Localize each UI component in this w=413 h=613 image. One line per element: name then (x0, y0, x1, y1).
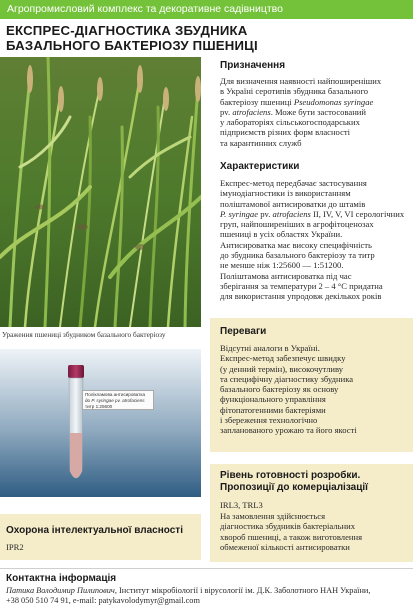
specs-heading: Характеристики (220, 161, 300, 172)
contacts-text (6, 586, 410, 607)
tube-label-line-3: титр 1:25600 (85, 404, 113, 409)
top-banner (0, 0, 413, 19)
readiness-heading-line-1: Рівень готовності розробки. (220, 470, 361, 481)
purpose-text: Для визначення наявності найпоширеніших в Україні серотипів збудника базального бактеріозу пшениці Pseudomonas syringae pv. atrofaciens. Може бути застосований у лабораторіях сільськогосподарських підприємств різних форм власності та карантинних служб (220, 76, 382, 148)
ip-heading: Охорона інтелектуальної власності (6, 525, 183, 536)
contacts-line-1 (6, 586, 410, 596)
test-tube-illustration (0, 349, 201, 497)
title-line-1: ЕКСПРЕС-ДІАГНОСТИКА ЗБУДНИКА (6, 23, 248, 38)
tube-label (82, 390, 154, 410)
specs-text: Експрес-метод передбачає застосування імунодіагностики із використанням поліштамової антисироватки до штамів P. syringae pv. atrofaciens II, IV, V, VI серологічних груп, найпоширеніших в агрофітоценозах пшениці в усіх областях України. Антисироватка має високу специфічність до збудника базального бактеріозу та титр не менше ніж 1:25600 — 1:51200. Поліштамова антисироватка під час зберігання за температури 2 – 4 °С придатна для використання упродовж декількох років (220, 178, 405, 302)
ip-value: IPR2 (6, 542, 24, 552)
contact-phone-email[interactable]: +38 050 510 74 91, e-mail: patykavolodymyr@gmail.com (6, 596, 200, 606)
purpose-heading: Призначення (220, 60, 286, 71)
contacts-heading: Контактна інформація (6, 573, 117, 584)
tube-label-line-2: до P. syringae pv. atrofaciens (85, 398, 145, 403)
readiness-heading-line-2: Пропозиції до комерціалізації (220, 482, 368, 493)
title-line-2: БАЗАЛЬНОГО БАКТЕРІОЗУ ПШЕНИЦІ (6, 38, 258, 53)
advantages-text: Відсутні аналоги в Україні. Експрес-метод забезпечує швидку (у денний термін), високочутливу та специфічну діагностику збудника базального бактеріозу як основу функціонального управління фітопатогенними бактеріями і збереження технологічно запланованого урожаю та його якості (220, 343, 357, 436)
banner-text: Агропромисловий комплекс та декоративне садівництво (7, 3, 283, 15)
advantages-heading: Переваги (220, 326, 267, 337)
readiness-text: На замовлення здійснюється діагностика збудників бактеріальних хвороб пшениці, а також виготовлення обмеженої кількості антисироватки (220, 511, 363, 552)
page-title (6, 23, 406, 53)
test-tube-photo (0, 349, 201, 497)
tube-label-line-1: Полікламова антисироватка (85, 392, 146, 397)
photo-caption: Ураження пшениці збудником базального бактеріозу (2, 330, 166, 339)
readiness-heading (220, 470, 368, 494)
readiness-level: IRL3, TRL3 (220, 500, 263, 510)
wheat-illustration (0, 57, 201, 327)
wheat-photo (0, 57, 201, 327)
ip-panel (0, 514, 201, 560)
footer-divider (0, 568, 413, 569)
contact-person: Патика Володимир Пилипович (6, 586, 115, 595)
contact-org: , Інститут мікробіології і вірусології ім. Д.К. Заболотного НАН України, (114, 586, 371, 595)
